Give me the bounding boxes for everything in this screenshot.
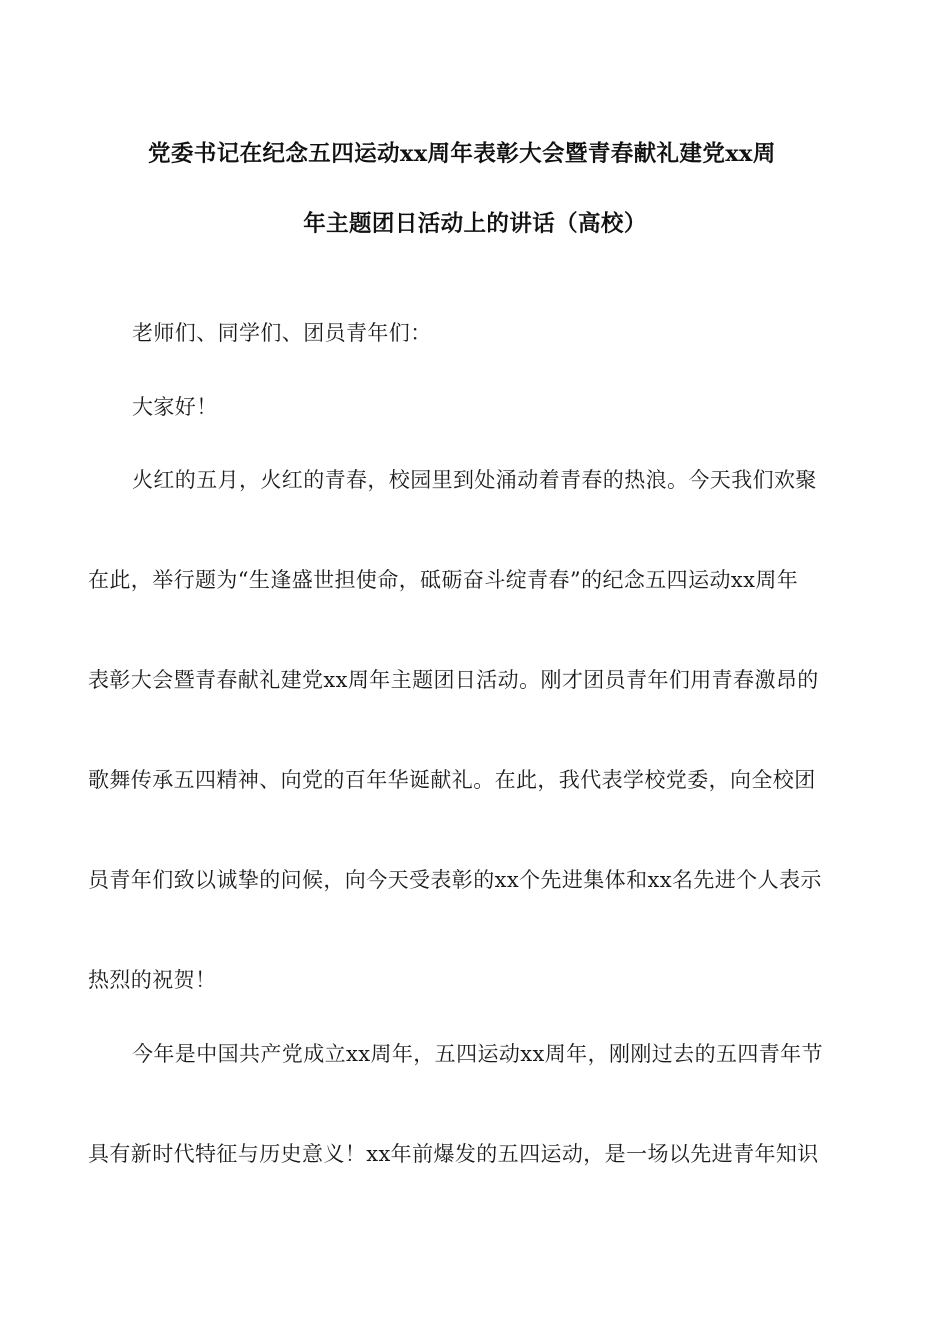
paragraph-2-line-1: 今年是中国共产党成立xx周年，五四运动xx周年，刚刚过去的五四青年节 [132,1042,823,1066]
paragraph-1-line-6: 热烈的祝贺！ [88,968,217,992]
paragraph-2-line-2: 具有新时代特征与历史意义！xx年前爆发的五四运动，是一场以先进青年知识 [88,1142,819,1166]
document-title-line-2: 年主题团日活动上的讲话（高校） [303,211,647,237]
salutation: 老师们、同学们、团员青年们： [132,321,432,345]
paragraph-1-line-5: 员青年们致以诚挚的问候，向今天受表彰的xx个先进集体和xx名先进个人表示 [88,868,822,892]
paragraph-1-line-2: 在此，举行题为“生逢盛世担使命，砥砺奋斗绽青春”的纪念五四运动xx周年 [88,568,799,592]
paragraph-1-line-3: 表彰大会暨青春献礼建党xx周年主题团日活动。刚才团员青年们用青春激昂的 [88,668,819,692]
paragraph-1-line-1: 火红的五月，火红的青春，校园里到处涌动着青春的热浪。今天我们欢聚 [132,468,817,492]
document-title-line-1: 党委书记在纪念五四运动xx周年表彰大会暨青春献礼建党xx周 [148,141,776,167]
paragraph-1-line-4: 歌舞传承五四精神、向党的百年华诞献礼。在此，我代表学校党委，向全校团 [88,768,816,792]
greeting: 大家好！ [132,395,218,419]
